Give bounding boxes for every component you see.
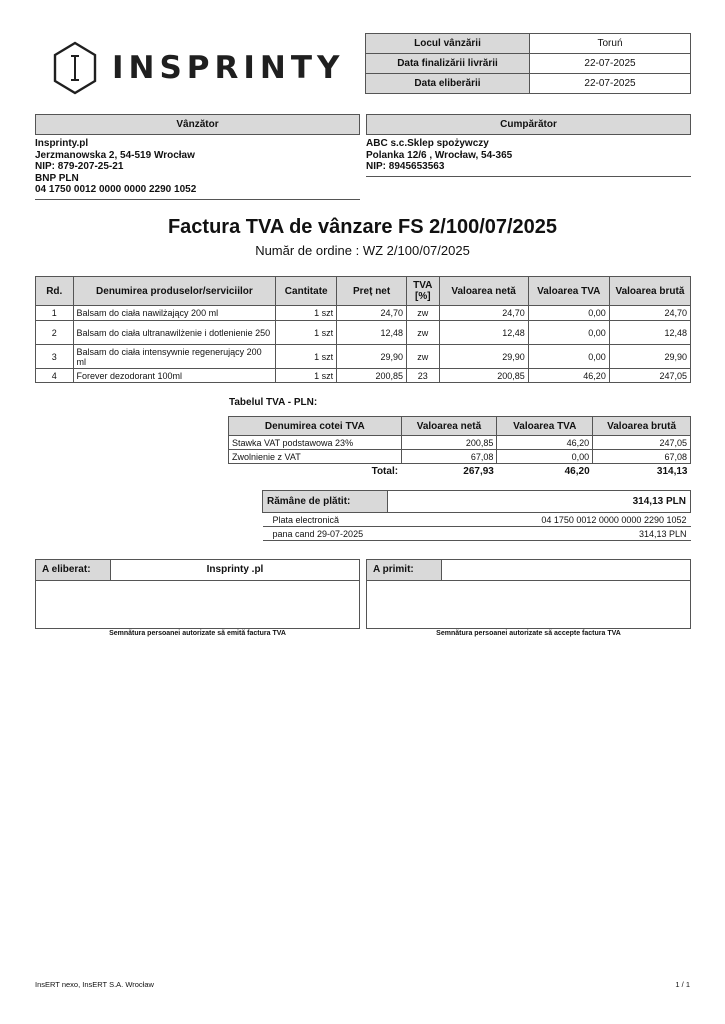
vat-table-label: Tabelul TVA - PLN: bbox=[229, 397, 318, 408]
seller-line: Insprinty.pl bbox=[35, 138, 89, 149]
table-row bbox=[36, 321, 691, 345]
cell-index: 2 bbox=[36, 321, 74, 345]
cell-price: 29,90 bbox=[337, 345, 407, 369]
cell-price: 24,70 bbox=[337, 306, 407, 321]
cell-index: 3 bbox=[36, 345, 74, 369]
received-signature-box bbox=[366, 559, 691, 629]
vat-net: 200,85 bbox=[401, 436, 497, 450]
column-header: Denumirea produselor/serviciilor bbox=[73, 277, 276, 306]
logo-text: INSPRINTY bbox=[112, 50, 345, 86]
order-number: Număr de ordine : WZ 2/100/07/2025 bbox=[255, 243, 470, 258]
column-header: Cantitate bbox=[276, 277, 337, 306]
vat-gross: 247,05 bbox=[593, 436, 691, 450]
payment-due-row bbox=[263, 527, 691, 541]
footer-page-number: 1 / 1 bbox=[675, 980, 690, 989]
cell-index: 1 bbox=[36, 306, 74, 321]
cell-name: Balsam do ciała intensywnie regenerujący 200 ml bbox=[73, 345, 276, 369]
cell-gross: 12,48 bbox=[609, 321, 690, 345]
received-signature-header bbox=[367, 560, 690, 581]
payment-method-row bbox=[263, 513, 691, 527]
company-logo bbox=[52, 40, 344, 96]
seller-line: 04 1750 0012 0000 0000 2290 1052 bbox=[35, 184, 197, 195]
column-header: Valoarea netă bbox=[439, 277, 528, 306]
column-header: Valoarea TVA bbox=[497, 417, 593, 436]
column-header: Valoarea brută bbox=[609, 277, 690, 306]
info-row bbox=[366, 74, 691, 94]
cell-net: 29,90 bbox=[439, 345, 528, 369]
issued-value: Insprinty .pl bbox=[206, 564, 264, 575]
seller-line: BNP PLN bbox=[35, 172, 79, 184]
table-row bbox=[36, 369, 691, 383]
cell-net: 12,48 bbox=[439, 321, 528, 345]
payment-main-row bbox=[263, 491, 691, 513]
cell-name: Balsam do ciała nawilżający 200 ml bbox=[73, 306, 276, 321]
column-header: Valoarea brută bbox=[593, 417, 691, 436]
cell-name: Forever dezodorant 100ml bbox=[73, 369, 276, 383]
buyer-section bbox=[366, 114, 691, 177]
seller-line: NIP: 879-207-25-21 bbox=[35, 161, 124, 172]
issued-signature-caption: Semnătura persoanei autorizate să emită factura TVA bbox=[109, 630, 286, 637]
buyer-line: NIP: 8945653563 bbox=[366, 161, 445, 172]
cell-vat-rate: zw bbox=[407, 321, 439, 345]
column-header: Valoarea TVA bbox=[528, 277, 609, 306]
seller-section bbox=[35, 114, 360, 200]
issued-signature-box bbox=[35, 559, 360, 629]
buyer-line: ABC s.c.Sklep spożywczy bbox=[366, 138, 489, 149]
payment-method: Plata electronică bbox=[263, 513, 388, 527]
vat-table bbox=[228, 416, 691, 478]
total-label: Total: bbox=[371, 466, 399, 477]
issued-label: A eliberat: bbox=[36, 560, 111, 580]
cell-vat: 46,20 bbox=[528, 369, 609, 383]
info-label: Data finalizării livrării bbox=[366, 54, 530, 74]
cell-name: Balsam do ciała ultranawilżenie i dotlenienie 250 bbox=[73, 321, 276, 345]
items-table bbox=[35, 276, 691, 383]
column-header: Preț net bbox=[337, 277, 407, 306]
received-signature-caption: Semnătura persoanei autorizate să accepte factura TVA bbox=[436, 630, 621, 637]
seller-details bbox=[35, 135, 360, 200]
vat-net: 67,08 bbox=[401, 450, 497, 464]
buyer-heading: Cumpărător bbox=[366, 114, 691, 135]
cell-vat-rate: zw bbox=[407, 306, 439, 321]
vat-header-row bbox=[229, 417, 691, 436]
table-row bbox=[36, 345, 691, 369]
cell-qty: 1 szt bbox=[276, 369, 337, 383]
total-gross: 314,13 bbox=[656, 466, 688, 477]
received-label: A primit: bbox=[367, 560, 442, 580]
due-date: pana cand 29-07-2025 bbox=[263, 527, 388, 541]
remaining-amount: 314,13 PLN bbox=[387, 491, 690, 513]
hexagon-logo-icon bbox=[52, 41, 98, 95]
payment-table bbox=[262, 490, 691, 541]
seller-line: Jerzmanowska 2, 54-519 Wrocław bbox=[35, 149, 195, 161]
bank-account: 04 1750 0012 0000 0000 2290 1052 bbox=[387, 513, 690, 527]
issued-signature-header bbox=[36, 560, 359, 581]
cell-qty: 1 szt bbox=[276, 321, 337, 345]
cell-index: 4 bbox=[36, 369, 74, 383]
cell-vat-rate: 23 bbox=[407, 369, 439, 383]
total-vat: 46,20 bbox=[564, 466, 590, 477]
info-label: Locul vânzării bbox=[366, 34, 530, 54]
cell-vat: 0,00 bbox=[528, 345, 609, 369]
vat-total-row bbox=[229, 464, 691, 479]
table-row bbox=[229, 450, 691, 464]
seller-heading: Vânzător bbox=[35, 114, 360, 135]
vat-gross: 67,08 bbox=[593, 450, 691, 464]
invoice-title: Factura TVA de vânzare FS 2/100/07/2025 bbox=[167, 216, 558, 238]
cell-qty: 1 szt bbox=[276, 345, 337, 369]
cell-qty: 1 szt bbox=[276, 306, 337, 321]
cell-net: 24,70 bbox=[439, 306, 528, 321]
info-value: 22-07-2025 bbox=[530, 54, 691, 74]
cell-net: 200,85 bbox=[439, 369, 528, 383]
buyer-details bbox=[366, 135, 691, 177]
info-row bbox=[366, 54, 691, 74]
column-header: Valoarea netă bbox=[401, 417, 497, 436]
due-amount: 314,13 PLN bbox=[387, 527, 690, 541]
vat-rate-name: Zwolnienie z VAT bbox=[229, 450, 402, 464]
info-value: 22-07-2025 bbox=[530, 74, 691, 94]
cell-gross: 247,05 bbox=[609, 369, 690, 383]
remaining-label: Rămâne de plătit: bbox=[263, 491, 388, 513]
column-header: Rd. bbox=[36, 277, 74, 306]
vat-amount: 0,00 bbox=[497, 450, 593, 464]
received-value bbox=[442, 560, 690, 580]
info-label: Data eliberării bbox=[366, 74, 530, 94]
cell-vat: 0,00 bbox=[528, 306, 609, 321]
table-row bbox=[36, 306, 691, 321]
vat-rate-name: Stawka VAT podstawowa 23% bbox=[229, 436, 402, 450]
info-row bbox=[366, 34, 691, 54]
footer-software: InsERT nexo, InsERT S.A. Wrocław bbox=[35, 980, 154, 989]
table-row bbox=[229, 436, 691, 450]
cell-vat-rate: zw bbox=[407, 345, 439, 369]
cell-gross: 24,70 bbox=[609, 306, 690, 321]
cell-price: 200,85 bbox=[337, 369, 407, 383]
invoice-info-table bbox=[365, 33, 691, 94]
cell-gross: 29,90 bbox=[609, 345, 690, 369]
cell-vat: 0,00 bbox=[528, 321, 609, 345]
buyer-line: Polanka 12/6 , Wrocław, 54-365 bbox=[366, 149, 513, 161]
cell-price: 12,48 bbox=[337, 321, 407, 345]
column-header: TVA [%] bbox=[407, 277, 439, 306]
info-value: Toruń bbox=[530, 34, 691, 54]
items-header-row bbox=[36, 277, 691, 306]
vat-amount: 46,20 bbox=[497, 436, 593, 450]
column-header: Denumirea cotei TVA bbox=[229, 417, 402, 436]
total-net: 267,93 bbox=[463, 466, 494, 477]
